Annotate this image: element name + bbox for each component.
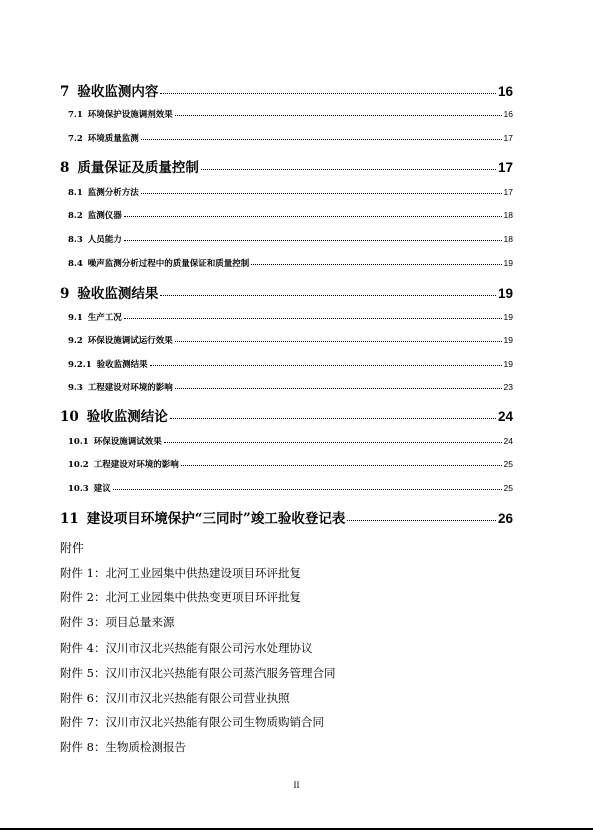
toc-entry-number: 10	[60, 409, 79, 425]
toc-entry-page: 19	[503, 312, 513, 322]
toc-entry-page: 25	[503, 459, 513, 469]
toc-entry-page: 17	[497, 160, 513, 175]
toc-entry-title: 监测仪器	[87, 211, 122, 221]
toc-entry-number: 8.3	[68, 235, 83, 245]
toc-entry-number: 8.4	[68, 259, 83, 269]
toc-entry-page: 16	[503, 109, 513, 119]
toc-entry[interactable]	[68, 233, 513, 245]
toc-leader	[181, 465, 502, 466]
toc-leader	[150, 365, 502, 366]
toc-entry-title: 验收监测结果	[96, 360, 148, 370]
toc-entry-title: 人员能力	[87, 235, 122, 245]
toc-entry[interactable]	[68, 186, 513, 198]
toc-entry[interactable]	[68, 334, 513, 346]
toc-entry-number: 8.2	[68, 211, 83, 221]
toc-leader	[141, 193, 502, 194]
toc-entry[interactable]	[68, 435, 513, 447]
toc-entry-title: 建设项目环境保护“三同时”竣工验收登记表	[86, 511, 346, 527]
toc-entry-title: 验收监测结论	[86, 409, 168, 425]
toc-entry-title: 工程建设对环境的影响	[87, 383, 173, 393]
page-number: II	[293, 780, 300, 790]
toc-entry[interactable]	[68, 209, 513, 221]
annex-item: 附件 8：生物质检测报告	[60, 740, 186, 754]
toc-entry-number: 10.3	[68, 484, 89, 494]
toc-leader	[201, 169, 496, 170]
toc-entry-title: 环保设施调试运行效果	[87, 336, 173, 346]
annex-item: 附件 7：汉川市汉北兴热能有限公司生物质购销合同	[60, 715, 324, 729]
toc-leader	[113, 489, 502, 490]
toc-entry-page: 26	[497, 511, 513, 526]
toc-entry-number: 9.1	[68, 313, 83, 323]
toc-leader	[141, 139, 502, 140]
toc-entry-page: 24	[503, 436, 513, 446]
toc-entry[interactable]	[68, 381, 513, 393]
toc-leader	[175, 115, 502, 116]
toc-entry-page: 17	[503, 187, 513, 197]
toc-entry-title: 环境质量监测	[87, 134, 139, 144]
toc-leader	[124, 318, 502, 319]
toc-entry[interactable]	[60, 405, 513, 425]
toc-entry-number: 7.2	[68, 134, 83, 144]
toc-entry-title: 质量保证及质量控制	[77, 160, 199, 176]
toc-entry[interactable]	[60, 156, 513, 176]
toc-entry-title: 噪声监测分析过程中的质量保证和质量控制	[87, 259, 250, 269]
toc-entry-title: 建议	[93, 484, 111, 494]
toc-entry-title: 验收监测结果	[77, 286, 159, 302]
toc-entry-page: 17	[503, 133, 513, 143]
toc-entry-number: 7	[60, 84, 70, 100]
annex-item: 附件 6：汉川市汉北兴热能有限公司营业执照	[60, 691, 290, 705]
annex-heading: 附件	[60, 541, 85, 555]
annex-item: 附件 4：汉川市汉北兴热能有限公司污水处理协议	[60, 641, 313, 655]
toc-entry[interactable]	[68, 257, 513, 269]
toc-entry[interactable]	[68, 311, 513, 323]
toc-entry-title: 验收监测内容	[77, 84, 159, 100]
toc-entry-page: 18	[503, 234, 513, 244]
toc-leader	[251, 264, 501, 265]
toc-entry-number: 8.1	[68, 188, 83, 198]
toc-entry-number: 10.1	[68, 437, 89, 447]
toc-entry-number: 7.1	[68, 110, 83, 120]
toc-entry-number: 9	[60, 286, 70, 302]
toc-leader	[170, 418, 496, 419]
toc-entry-title: 环保设施调试效果	[93, 437, 162, 447]
toc-entry-page: 19	[503, 335, 513, 345]
toc-entry[interactable]	[60, 507, 513, 527]
toc-entry-page: 23	[503, 382, 513, 392]
toc-leader	[164, 442, 502, 443]
toc-entry-page: 18	[503, 210, 513, 220]
toc-entry-title: 环境保护设施调剂效果	[87, 110, 173, 120]
toc-entry-page: 19	[503, 359, 513, 369]
toc-entry-number: 9.2.1	[68, 360, 92, 370]
toc-entry-title: 监测分析方法	[87, 188, 139, 198]
toc-leader	[160, 295, 496, 296]
toc-entry[interactable]	[68, 358, 513, 370]
toc-entry-page: 25	[503, 483, 513, 493]
toc-entry-number: 11	[60, 511, 79, 527]
toc-entry-number: 9.2	[68, 336, 83, 346]
toc-entry-page: 19	[503, 258, 513, 268]
toc-entry-title: 工程建设对环境的影响	[93, 460, 179, 470]
toc-entry-page: 16	[497, 84, 513, 99]
toc-leader	[347, 520, 496, 521]
toc-entry-number: 8	[60, 160, 70, 176]
bottom-divider	[0, 828, 593, 830]
annex-item: 附件 1：北河工业园集中供热建设项目环评批复	[60, 566, 301, 580]
toc-leader	[160, 93, 496, 94]
toc-leader	[124, 216, 502, 217]
toc-entry[interactable]	[68, 132, 513, 144]
toc-leader	[175, 388, 502, 389]
toc-entry-title: 生产工况	[87, 313, 122, 323]
toc-entry-page: 19	[497, 286, 513, 301]
toc-entry[interactable]	[68, 458, 513, 470]
toc-entry-number: 9.3	[68, 383, 83, 393]
annex-item: 附件 5：汉川市汉北兴热能有限公司蒸汽服务管理合同	[60, 666, 336, 680]
toc-entry-number: 10.2	[68, 460, 89, 470]
annex-item: 附件 2：北河工业园集中供热变更项目环评批复	[60, 590, 301, 604]
toc-entry-page: 24	[497, 409, 513, 424]
toc-entry[interactable]	[60, 80, 513, 100]
toc-leader	[175, 341, 502, 342]
annex-item: 附件 3：项目总量来源	[60, 615, 175, 629]
toc-entry[interactable]	[60, 282, 513, 302]
toc-leader	[124, 240, 502, 241]
toc-entry[interactable]	[68, 482, 513, 494]
toc-entry[interactable]	[68, 108, 513, 120]
